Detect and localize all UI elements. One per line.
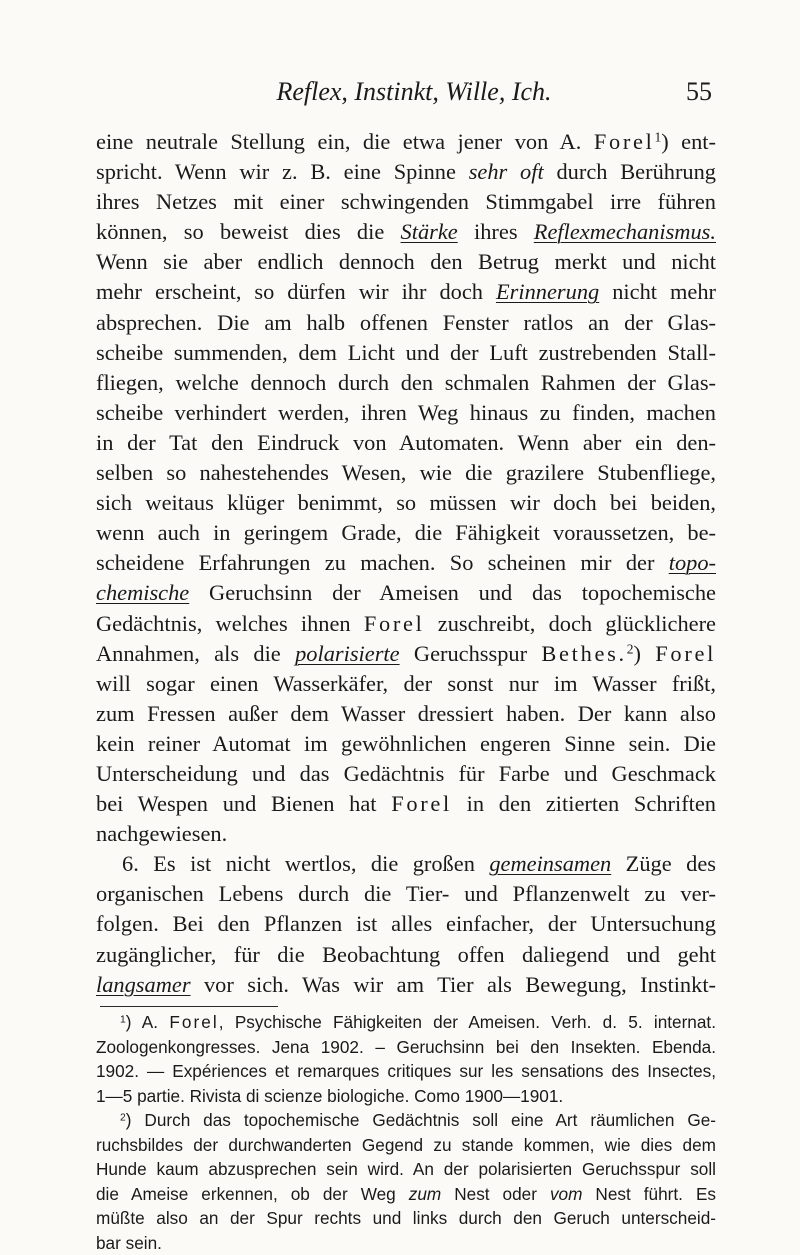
- emphasis: chemische: [96, 580, 189, 605]
- footnote-mark: 1: [120, 1014, 126, 1025]
- footnote-line: $^1$) A. Forel, Psychische Fähigkeiten der Ameisen. Verh. d. 5. internat.: [96, 1010, 716, 1035]
- text-line: können, so beweist dies die Stärke ihres Reflexmechanismus.: [96, 217, 716, 247]
- text-line: scheidene Erfahrungen zu machen. So scheinen mir der topo-: [96, 548, 716, 578]
- text-line: ihres Netzes mit einer schwingenden Stimmgabel irre führen: [96, 187, 716, 217]
- footnote-line: bar sein.: [96, 1231, 716, 1255]
- text-line: Annahmen, als die polarisierte Geruchsspur Bethes.$^2$) Forel: [96, 639, 716, 669]
- text-line: Wenn sie aber endlich dennoch den Betrug merkt und nicht: [96, 247, 716, 277]
- text-line: selben so nahestehendes Wesen, wie die grazilere Stubenfliege,: [96, 458, 716, 488]
- author-name: Forel: [364, 611, 425, 636]
- footnote-line: ruchsbildes der durchwanderten Gegend zu stande kommen, wie dies dem: [96, 1133, 716, 1158]
- text-line: wenn auch in geringem Grade, die Fähigkeit voraussetzen, be-: [96, 518, 716, 548]
- text-line: chemische Geruchsinn der Ameisen und das topochemische: [96, 578, 716, 608]
- emphasis: polarisierte: [295, 641, 400, 666]
- emphasis: zum: [409, 1184, 441, 1204]
- text-line: eine neutrale Stellung ein, die etwa jener von A. Forel$^1$) ent-: [96, 127, 716, 157]
- text-line: mehr erscheint, so dürfen wir ihr doch Erinnerung nicht mehr: [96, 277, 716, 307]
- footnote-line: $^2$) Durch das topochemische Gedächtnis soll eine Art räumlichen Ge-: [96, 1108, 716, 1133]
- author-name: Forel: [655, 641, 716, 666]
- page-number: 55: [686, 72, 712, 112]
- emphasis: sehr oft: [469, 159, 544, 184]
- text-line: zum Fressen außer dem Wasser dressiert haben. Der kann also: [96, 699, 716, 729]
- page-header: [96, 72, 712, 112]
- text-line: will sogar einen Wasserkäfer, der sonst nur im Wasser frißt,: [96, 669, 716, 699]
- main-text: [96, 127, 716, 1000]
- footnotes: [96, 1010, 716, 1255]
- emphasis: langsamer: [96, 972, 191, 997]
- text-line: langsamer vor sich. Was wir am Tier als Bewegung, Instinkt-: [96, 970, 716, 1000]
- footnote-line: 1—5 partie. Rivista di scienze biologiche. Como 1900—1901.: [96, 1084, 716, 1109]
- text-line: scheibe verhindert werden, ihren Weg hinaus zu finden, machen: [96, 398, 716, 428]
- author-name: Forel: [391, 791, 452, 816]
- footnote-line: 1902. — Expériences et remarques critiques sur les sensations des Insectes,: [96, 1059, 716, 1084]
- emphasis: topo-: [669, 550, 716, 575]
- author-name: Forel: [169, 1012, 218, 1032]
- text-line: fliegen, welche dennoch durch den schmalen Rahmen der Glas-: [96, 368, 716, 398]
- footnote-mark: 2: [120, 1112, 126, 1123]
- footnote-line: Hunde kaum abzusprechen sein wird. An der polarisierten Geruchsspur soll: [96, 1157, 716, 1182]
- text-line: kein reiner Automat im gewöhnlichen engeren Sinne sein. Die: [96, 729, 716, 759]
- footnote-line: die Ameise erkennen, ob der Weg zum Nest oder vom Nest führt. Es: [96, 1182, 716, 1207]
- author-name: Forel: [594, 129, 655, 154]
- text-line: nachgewiesen.: [96, 819, 716, 849]
- footnote-rule: [100, 1006, 278, 1007]
- emphasis: Reflexmechanismus.: [534, 219, 716, 244]
- text-line: in der Tat den Eindruck von Automaten. Wenn aber ein den-: [96, 428, 716, 458]
- text-line: folgen. Bei den Pflanzen ist alles einfacher, der Untersuchung: [96, 909, 716, 939]
- emphasis: Erinnerung: [496, 279, 599, 304]
- author-name: Bethes.: [541, 641, 626, 666]
- text-line: sich weitaus klüger benimmt, so müssen wir doch bei beiden,: [96, 488, 716, 518]
- emphasis: vom: [550, 1184, 582, 1204]
- running-title: Reflex, Instinkt, Wille, Ich.: [96, 72, 712, 112]
- text-line: 6. Es ist nicht wertlos, die großen gemeinsamen Züge des: [96, 849, 716, 879]
- text-line: Gedächtnis, welches ihnen Forel zuschreibt, doch glücklichere: [96, 609, 716, 639]
- emphasis: Stärke: [401, 219, 458, 244]
- footnote-line: müßte also an der Spur rechts und links durch den Geruch unterscheid-: [96, 1206, 716, 1231]
- footnote-ref: 2: [627, 641, 634, 656]
- text-line: absprechen. Die am halb offenen Fenster ratlos an der Glas-: [96, 308, 716, 338]
- text-line: zugänglicher, für die Beobachtung offen daliegend und geht: [96, 940, 716, 970]
- text-line: spricht. Wenn wir z. B. eine Spinne sehr oft durch Berührung: [96, 157, 716, 187]
- footnote-line: Zoologenkongresses. Jena 1902. – Geruchsinn bei den Insekten. Ebenda.: [96, 1035, 716, 1060]
- text-line: organischen Lebens durch die Tier- und Pflanzenwelt zu ver-: [96, 879, 716, 909]
- emphasis: gemeinsamen: [489, 851, 611, 876]
- text-line: bei Wespen und Bienen hat Forel in den zitierten Schriften: [96, 789, 716, 819]
- text-line: Unterscheidung und das Gedächtnis für Farbe und Geschmack: [96, 759, 716, 789]
- footnote-ref: 1: [655, 130, 662, 145]
- text-line: scheibe summenden, dem Licht und der Luft zustrebenden Stall-: [96, 338, 716, 368]
